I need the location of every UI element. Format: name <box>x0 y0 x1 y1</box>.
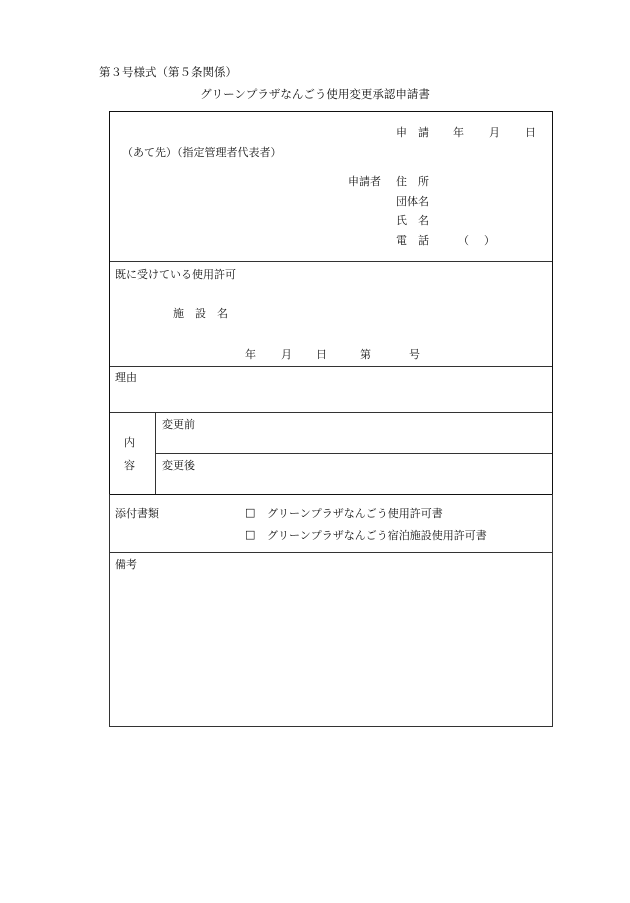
date-label: 申 請 <box>396 126 429 139</box>
applicant-address-label: 住 所 <box>396 175 429 188</box>
contents-label-divider <box>155 412 156 494</box>
facility-name-label: 施 設 名 <box>173 307 228 320</box>
applicant-label: 申請者 <box>348 175 381 188</box>
applicant-phone-label: 電 話 <box>396 234 429 247</box>
addressee: （あて先）（指定管理者代表者） <box>122 146 282 159</box>
existing-permit-heading: 既に受けている使用許可 <box>115 268 236 281</box>
divider-before-after <box>156 453 552 454</box>
applicant-group-label: 団体名 <box>396 195 429 208</box>
attachment-checkbox-1[interactable]: □ <box>245 506 256 519</box>
divider-existing-permit <box>110 261 552 262</box>
change-before-label: 変更前 <box>162 418 195 431</box>
attachments-label: 添付書類 <box>115 507 159 520</box>
contents-label-top: 内 <box>124 436 135 449</box>
permit-day: 日 <box>316 348 327 361</box>
phone-paren-open: （ <box>458 234 469 247</box>
attachment-item-1: グリーンプラザなんごう使用許可書 <box>267 507 443 520</box>
phone-paren-close: ） <box>484 234 495 247</box>
application-frame <box>109 111 553 495</box>
attachment-item-2: グリーンプラザなんごう宿泊施設使用許可書 <box>267 529 487 542</box>
date-month: 月 <box>489 126 500 139</box>
divider-contents <box>110 412 552 413</box>
divider-reason <box>110 366 552 367</box>
form-number: 第３号様式（第５条関係） <box>99 65 237 79</box>
permit-number-suffix: 号 <box>409 348 420 361</box>
date-year: 年 <box>453 126 464 139</box>
attachment-checkbox-2[interactable]: □ <box>245 528 256 541</box>
permit-number-prefix: 第 <box>360 348 371 361</box>
contents-label-bottom: 容 <box>124 459 135 472</box>
document-title: グリーンプラザなんごう使用変更承認申請書 <box>200 87 430 101</box>
reason-label: 理由 <box>115 371 137 384</box>
applicant-name-label: 氏 名 <box>396 214 429 227</box>
permit-month: 月 <box>281 348 292 361</box>
change-after-label: 変更後 <box>162 459 195 472</box>
divider-remarks <box>110 552 552 553</box>
date-day: 日 <box>525 126 536 139</box>
remarks-label: 備考 <box>115 558 137 571</box>
permit-year: 年 <box>245 348 256 361</box>
